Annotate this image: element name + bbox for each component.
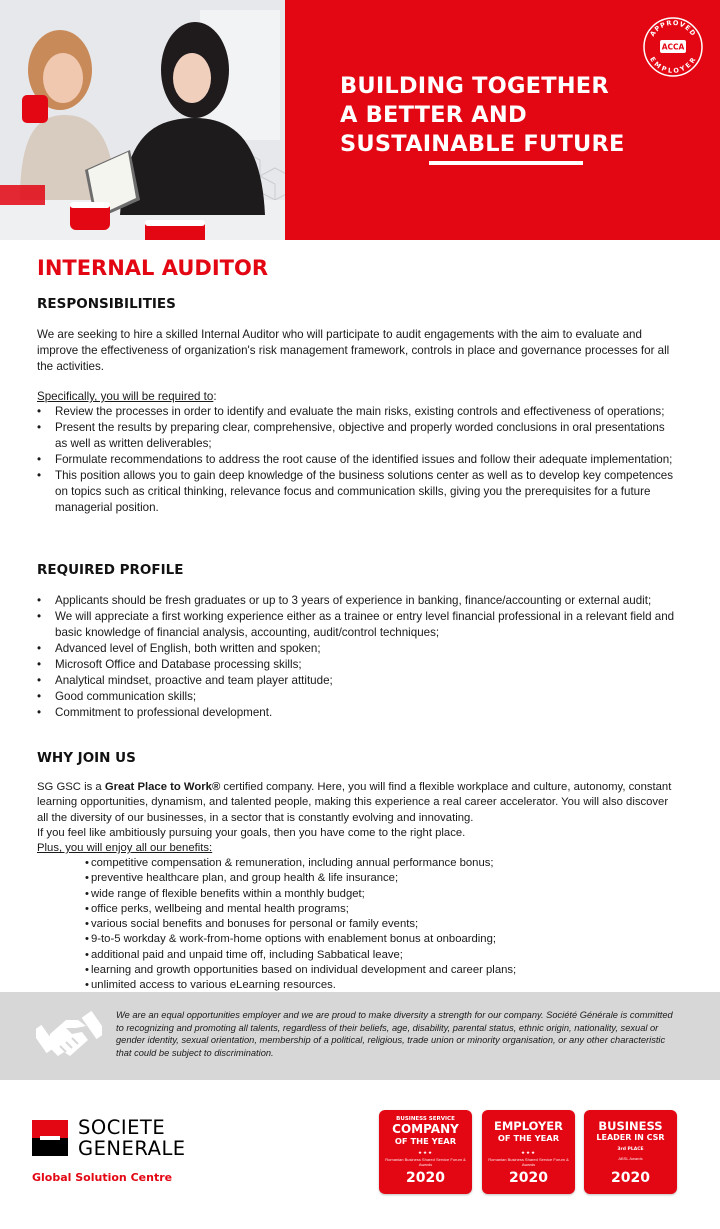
list-item: • Good communication skills; bbox=[37, 689, 677, 705]
hero-headline-line: SUSTAINABLE FUTURE bbox=[340, 131, 625, 157]
benefits-list bbox=[85, 856, 645, 994]
award-business-leader-csr bbox=[584, 1110, 677, 1194]
award-employer-of-the-year bbox=[482, 1110, 575, 1194]
benefits-label bbox=[37, 841, 677, 856]
award-place: 3rd PLACE bbox=[617, 1147, 644, 1152]
list-item: • Applicants should be fresh graduates or up to 3 years of experience in banking, finance/accounting or external audit; bbox=[37, 593, 677, 609]
responsibilities-intro: We are seeking to hire a skilled Internal Auditor who will participate to audit engagements with the aim to evaluate and improve the effectiveness of organization's risk management framework, controls in place and governance processes for all the activities. bbox=[37, 328, 670, 373]
equal-opportunities-band bbox=[0, 992, 720, 1080]
award-stars: ★★★ bbox=[520, 1150, 537, 1155]
list-item: • wide range of flexible benefits within a monthly budget; bbox=[85, 887, 645, 902]
sg-logo-mark bbox=[32, 1120, 68, 1156]
sg-logo-subtitle: Global Solution Centre bbox=[32, 1171, 173, 1184]
list-item: • 9-to-5 workday & work-from-home options with enablement bonus at onboarding; bbox=[85, 932, 645, 947]
award-company-of-the-year bbox=[379, 1110, 472, 1194]
list-item: • We will appreciate a first working experience either as a trainee or entry level financial professional in a relevant field and basic knowledge of financial analysis, accounting, audit/control techniques; bbox=[37, 609, 677, 641]
svg-text:APPROVED: APPROVED bbox=[648, 18, 698, 38]
list-item: • Commitment to professional development. bbox=[37, 705, 677, 721]
required-label-text: Specifically, you will be required to bbox=[37, 390, 214, 403]
headline-underline bbox=[429, 161, 583, 165]
profile-heading: REQUIRED PROFILE bbox=[37, 562, 184, 578]
hero-headline bbox=[340, 72, 625, 159]
award-fine-print: ABSL Awards bbox=[618, 1156, 643, 1161]
equal-opportunities-statement: We are an equal opportunities employer and we are proud to make diversity a strength for our company. Société Générale is committed to recognizing and promoting all talents, regardless of their beliefs, age, disability, parental status, ethnic origin, nationality, sexual or gender identity, sexual orientation, membership of a political, religious, trade union or minority organisation, or any other characteristic that could be subject to discrimination. bbox=[116, 1010, 673, 1058]
profile-list bbox=[37, 593, 677, 721]
award-title: BUSINESS bbox=[598, 1119, 663, 1133]
why-join-closing: If you feel like ambitiously pursuing your goals, then you have come to the right place. bbox=[37, 827, 466, 839]
handshake-icon bbox=[36, 1006, 102, 1062]
award-fine-print: Romanian Business Shared Service Forum & Awards bbox=[385, 1157, 466, 1167]
responsibilities-required-label bbox=[37, 389, 677, 405]
list-item: • Formulate recommendations to address the root cause of the identified issues and follow their adequate implementation; bbox=[37, 452, 677, 468]
acca-approved-employer-badge bbox=[643, 17, 703, 77]
award-year: 2020 bbox=[509, 1170, 548, 1186]
svg-text:EMPLOYER: EMPLOYER bbox=[648, 55, 698, 75]
sg-logo-name bbox=[78, 1117, 186, 1159]
award-title: EMPLOYER bbox=[493, 1119, 564, 1133]
list-item: • Advanced level of English, both written and spoken; bbox=[37, 641, 677, 657]
svg-text:ACCA: ACCA bbox=[661, 42, 685, 52]
sg-logo-line1: SOCIETE bbox=[78, 1116, 166, 1139]
list-item: • unlimited access to various eLearning resources. bbox=[85, 978, 645, 993]
list-item: • Analytical mindset, proactive and team player attitude; bbox=[37, 673, 677, 689]
award-kicker: BUSINESS SERVICE bbox=[396, 1116, 455, 1122]
hero-banner bbox=[0, 0, 720, 240]
list-item: • Microsoft Office and Database processing skills; bbox=[37, 657, 677, 673]
responsibilities-heading: RESPONSIBILITIES bbox=[37, 296, 176, 312]
why-join-body: certified company. Here, you will find a flexible workplace and culture, autonomy, constant learning opportunities, dynamism, and talented people, making this experience a real career accelerator. You will also discover all the diversity of our businesses, in a sector that is constantly evolving and innovating. bbox=[37, 781, 672, 824]
job-title: INTERNAL AUDITOR bbox=[37, 256, 268, 280]
award-year: 2020 bbox=[406, 1170, 445, 1186]
award-subtitle: LEADER IN CSR bbox=[596, 1133, 665, 1142]
why-join-prefix: SG GSC is a bbox=[37, 781, 105, 793]
award-fine-print: Romanian Business Shared Service Forum & Awards bbox=[488, 1157, 569, 1167]
why-join-paragraph bbox=[37, 780, 677, 826]
award-subtitle: OF THE YEAR bbox=[497, 1133, 560, 1143]
benefits-label-text: Plus, you will enjoy all our benefits: bbox=[37, 842, 213, 854]
hero-headline-line: BUILDING TOGETHER bbox=[340, 73, 609, 99]
responsibilities-list bbox=[37, 404, 677, 516]
award-title: COMPANY bbox=[392, 1122, 459, 1136]
sg-logo-line2: GENERALE bbox=[78, 1137, 186, 1160]
hero-red-panel bbox=[285, 0, 720, 240]
societe-generale-logo bbox=[32, 1116, 232, 1190]
list-item: • Present the results by preparing clear, comprehensive, objective and properly worded conclusions in oral presentations as well as written deliverables; bbox=[37, 420, 677, 452]
required-label-colon: : bbox=[213, 390, 217, 403]
list-item: • This position allows you to gain deep knowledge of the business solutions center as well as to develop key competences on topics such as critical thinking, relevance focus and communication skills, giving you the prerequisites for a future managerial position. bbox=[37, 468, 677, 516]
list-item: • preventive healthcare plan, and group health & life insurance; bbox=[85, 871, 645, 886]
award-subtitle: OF THE YEAR bbox=[394, 1136, 457, 1146]
award-stars: ★★★ bbox=[417, 1150, 434, 1155]
why-join-heading: WHY JOIN US bbox=[37, 750, 136, 766]
hero-headline-line: A BETTER AND bbox=[340, 102, 527, 128]
list-item: • Review the processes in order to identify and evaluate the main risks, existing controls and effectiveness of operations; bbox=[37, 404, 677, 420]
list-item: • competitive compensation & remuneration, including annual performance bonus; bbox=[85, 856, 645, 871]
list-item: • additional paid and unpaid time off, including Sabbatical leave; bbox=[85, 948, 645, 963]
list-item: • learning and growth opportunities based on individual development and career plans; bbox=[85, 963, 645, 978]
office-photo-illustration bbox=[0, 0, 285, 240]
great-place-to-work: Great Place to Work® bbox=[104, 781, 221, 793]
list-item: • office perks, wellbeing and mental health programs; bbox=[85, 902, 645, 917]
award-year: 2020 bbox=[611, 1170, 650, 1186]
list-item: • various social benefits and bonuses for personal or family events; bbox=[85, 917, 645, 932]
hero-photo bbox=[0, 0, 285, 240]
